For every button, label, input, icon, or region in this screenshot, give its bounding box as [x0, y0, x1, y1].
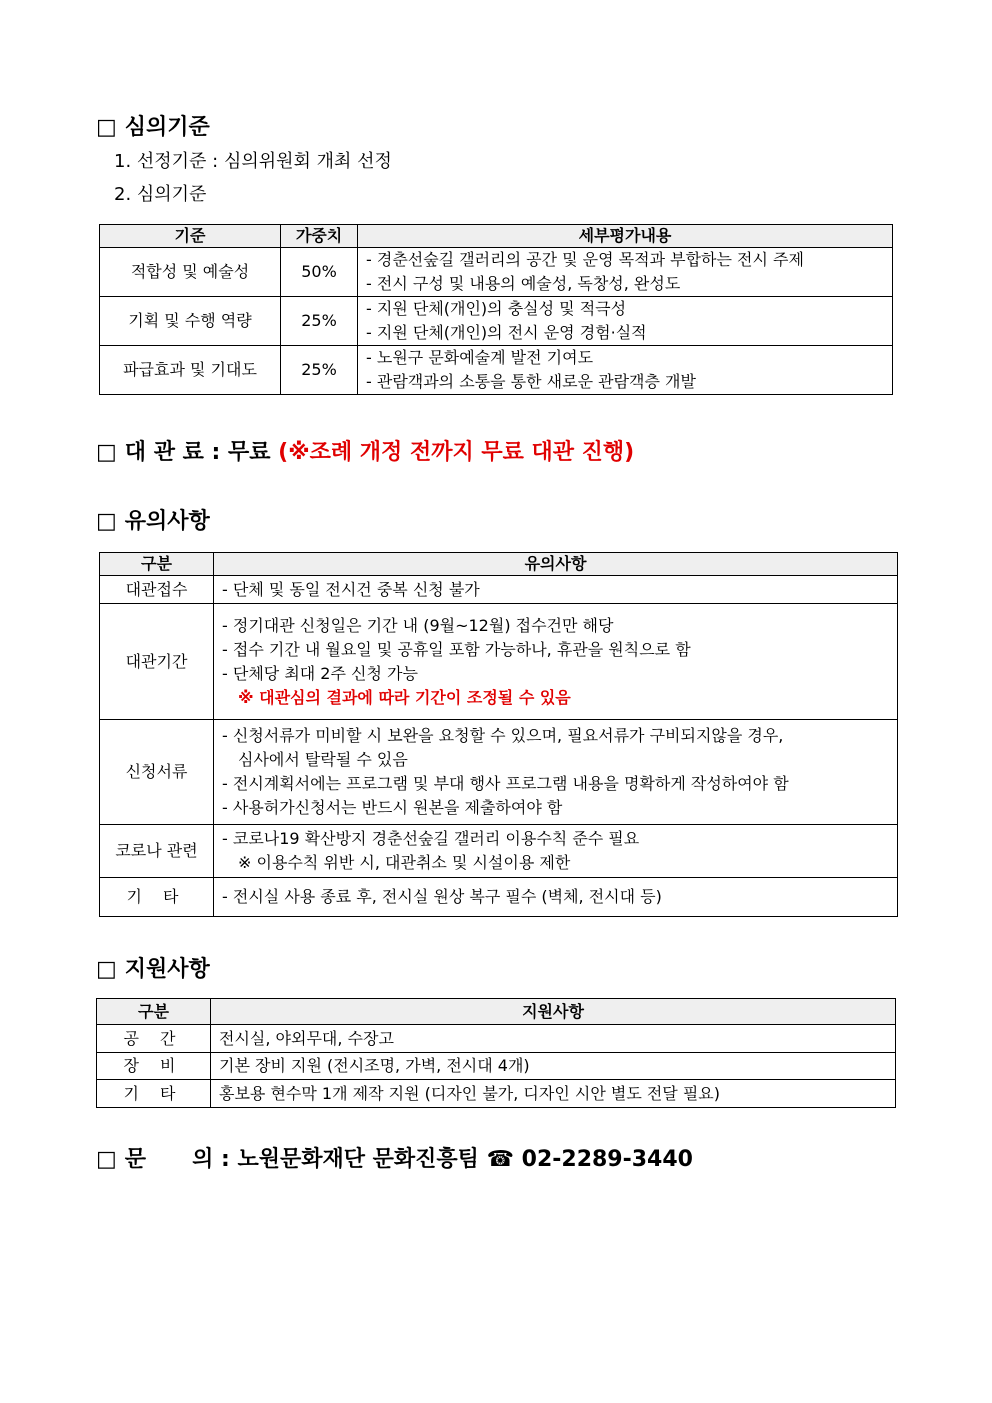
review-criteria-table	[99, 224, 893, 395]
category-cell: 대관접수	[100, 576, 214, 604]
category-label: 장 비	[123, 1056, 184, 1075]
contact-label: 문	[124, 1147, 147, 1172]
table-row	[100, 825, 898, 878]
notes-cell	[214, 825, 898, 878]
checkbox-icon: □	[96, 509, 117, 534]
note-line: - 전시실 사용 종료 후, 전시실 원상 복구 필수 (벽체, 전시대 등)	[222, 887, 662, 906]
criterion-cell: 적합성 및 예술성	[100, 248, 281, 297]
header-support: 지원사항	[211, 999, 896, 1025]
category-label: 기 타	[126, 887, 187, 906]
notes-cell	[214, 576, 898, 604]
checkbox-icon: □	[96, 115, 117, 140]
criterion-cell: 기획 및 수행 역량	[100, 297, 281, 346]
note-line: - 신청서류가 미비할 시 보완을 요청할 수 있으며, 필요서류가 구비되지않을 경우,	[222, 726, 784, 745]
detail-line: - 경춘선숲길 갤러리의 공간 및 운영 목적과 부합하는 전시 주제	[366, 250, 804, 269]
review-item-2: 2. 심의기준	[114, 184, 207, 205]
section-fee-heading	[96, 439, 634, 467]
table-header-row	[100, 553, 898, 576]
review-item-1: 1. 선정기준 : 심의위원회 개최 선정	[114, 151, 392, 172]
table-row	[100, 248, 893, 297]
header-category: 구분	[100, 553, 214, 576]
category-cell	[97, 1080, 211, 1108]
table-row	[100, 604, 898, 720]
header-category: 구분	[97, 999, 211, 1025]
detail-line: - 전시 구성 및 내용의 예술성, 독창성, 완성도	[366, 274, 681, 293]
table-header-row	[100, 225, 893, 248]
criterion-cell: 파급효과 및 기대도	[100, 346, 281, 395]
section-notes-title: 유의사항	[124, 509, 210, 534]
table-row	[100, 297, 893, 346]
contact-phone: 02-2289-3440	[521, 1147, 693, 1172]
notes-cell	[214, 720, 898, 825]
detail-line: - 지원 단체(개인)의 전시 운영 경험·실적	[366, 323, 647, 342]
category-cell: 신청서류	[100, 720, 214, 825]
header-details: 세부평가내용	[358, 225, 893, 248]
category-cell	[100, 878, 214, 917]
table-row	[100, 720, 898, 825]
category-label: 공 간	[123, 1028, 184, 1048]
checkbox-icon: □	[96, 1147, 117, 1172]
note-line: - 단체당 최대 2주 신청 가능	[222, 663, 418, 683]
category-cell	[97, 1025, 211, 1053]
table-row	[97, 1080, 896, 1108]
details-cell	[358, 346, 893, 395]
section-support-title: 지원사항	[124, 957, 210, 982]
table-header-row	[97, 999, 896, 1025]
table-row	[100, 346, 893, 395]
header-criterion: 기준	[100, 225, 281, 248]
contact-label-2: 의	[192, 1147, 214, 1172]
category-cell: 대관기간	[100, 604, 214, 720]
details-cell	[358, 297, 893, 346]
category-label: 기 타	[123, 1083, 184, 1103]
category-cell	[97, 1053, 211, 1080]
section-review-heading	[96, 114, 210, 142]
section-support-heading	[96, 956, 210, 984]
table-row	[97, 1053, 896, 1080]
table-row	[97, 1025, 896, 1053]
support-cell: 기본 장비 지원 (전시조명, 가벽, 전시대 4개)	[211, 1053, 896, 1080]
fee-label: 대 관 료 : 무료	[124, 440, 271, 465]
detail-line: - 관람객과의 소통을 통한 새로운 관람객층 개발	[366, 372, 696, 391]
checkbox-icon: □	[96, 440, 117, 465]
details-cell	[358, 248, 893, 297]
notes-cell	[214, 878, 898, 917]
detail-line: - 지원 단체(개인)의 충실성 및 적극성	[366, 299, 627, 318]
section-notes-heading	[96, 508, 210, 536]
phone-icon: ☎	[486, 1147, 514, 1172]
support-cell: 전시실, 야외무대, 수장고	[211, 1025, 896, 1053]
header-weight: 가중치	[281, 225, 358, 248]
weight-cell: 50%	[281, 248, 358, 297]
fee-note: (※조례 개정 전까지 무료 대관 진행)	[278, 440, 635, 465]
note-line: - 전시계획서에는 프로그램 및 부대 행사 프로그램 내용을 명확하게 작성하여야 함	[222, 774, 789, 793]
note-line: 심사에서 탈락될 수 있음	[238, 750, 408, 769]
support-table	[96, 998, 896, 1108]
checkbox-icon: □	[96, 957, 117, 982]
category-cell: 코로나 관련	[100, 825, 214, 878]
contact-content: : 노원문화재단 문화진흥팀	[221, 1147, 479, 1172]
notes-table	[99, 552, 898, 917]
warning-note: ※ 대관심의 결과에 따라 기간이 조정될 수 있음	[238, 687, 571, 707]
note-line: - 코로나19 확산방지 경춘선숲길 갤러리 이용수칙 준수 필요	[222, 829, 640, 848]
table-row	[100, 878, 898, 917]
note-line: - 사용허가신청서는 반드시 원본을 제출하여야 함	[222, 798, 563, 817]
note-line: - 단체 및 동일 전시건 중복 신청 불가	[222, 579, 480, 599]
note-line: ※ 이용수칙 위반 시, 대관취소 및 시설이용 제한	[238, 853, 571, 872]
note-line: - 정기대관 신청일은 기간 내 (9월~12월) 접수건만 해당	[222, 615, 614, 635]
note-line: - 접수 기간 내 월요일 및 공휴일 포함 가능하나, 휴관을 원칙으로 함	[222, 639, 691, 659]
header-notes: 유의사항	[214, 553, 898, 576]
weight-cell: 25%	[281, 297, 358, 346]
weight-cell: 25%	[281, 346, 358, 395]
notes-cell	[214, 604, 898, 720]
support-cell: 홍보용 현수막 1개 제작 지원 (디자인 불가, 디자인 시안 별도 전달 필요)	[211, 1080, 896, 1108]
section-contact-heading	[96, 1146, 693, 1174]
table-row	[100, 576, 898, 604]
detail-line: - 노원구 문화예술계 발전 기여도	[366, 348, 594, 367]
section-review-title: 심의기준	[124, 115, 210, 140]
